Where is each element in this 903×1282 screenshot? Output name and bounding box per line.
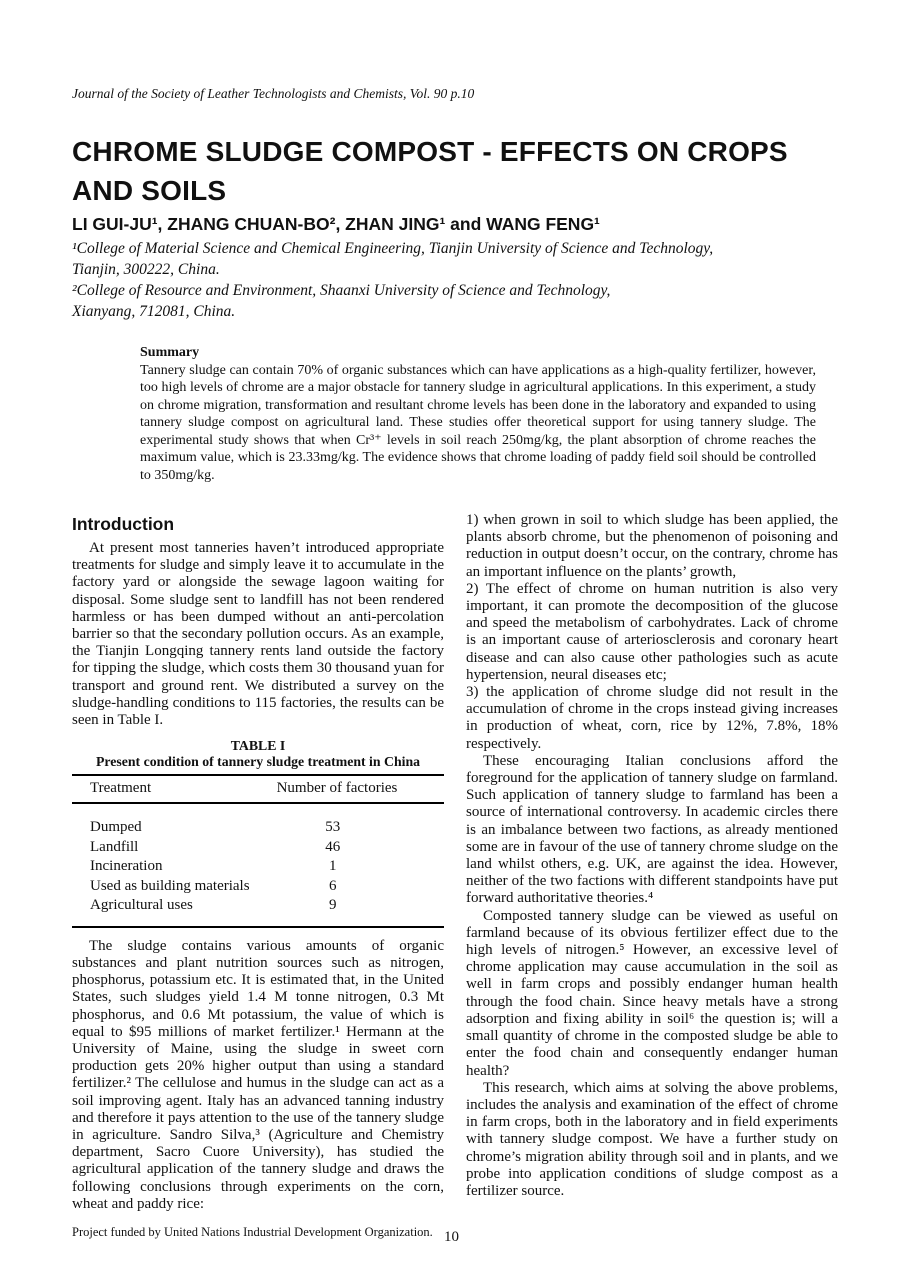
page-number: 10 — [444, 1229, 459, 1245]
table-row — [72, 896, 444, 927]
conclusion-item-1: 1) when grown in soil to which sludge has been applied, the plants absorb chrome, but the phenomenon of poisoning and reduction in output doesn’t occur, on the contrary, chrome has an important influence on the plants’ growth, — [466, 512, 838, 580]
summary-section — [140, 344, 816, 484]
table-row — [72, 857, 444, 877]
two-column-body — [72, 512, 838, 1240]
authors-line: LI GUI-JU¹, ZHANG CHUAN-BO², ZHAN JING¹ and WANG FENG¹ — [72, 214, 600, 234]
table-header-count: Number of factories — [277, 775, 444, 803]
table-1-label: TABLE I — [230, 738, 286, 754]
right-paragraph-6: This research, which aims at solving the above problems, includes the analysis and examination of the effect of chrome in farm crops, both in the laboratory and in field experiments with tannery sludge compost. We have a further study on chrome’s migration ability through soil and in plants, and we probe into application conditions of sludge compost as a fertilizer source. — [466, 1079, 838, 1199]
table-header-treatment: Treatment — [72, 775, 277, 803]
affiliation-line-4: Xianyang, 712081, China. — [72, 303, 236, 320]
table-row — [72, 803, 444, 837]
count-cell: 1 — [329, 858, 337, 875]
left-column — [72, 512, 444, 1240]
table-1-grid — [72, 774, 444, 928]
count-cell: 6 — [329, 877, 337, 894]
intro-paragraph-1: At present most tanneries haven’t introduced appropriate treatments for sludge and simply leave it to accumulate in the factory yard or alongside the sewage lagoon waiting for disposal. Some sludge sent to landfill has not been rendered harmless or has been dumped without an anti-percolation barrier so that the secondary pollution occurs. As an example, the Tianjin Longqing tannery rents land outside the factory for tipping the sludge, which costs them 30 thousand yuan for transport and ground rent. We distributed a survey on the sludge-handling conditions to 115 factories, the results can be seen in Table I. — [72, 540, 444, 729]
funding-footnote: Project funded by United Nations Industrial Development Organization. — [72, 1224, 433, 1239]
count-cell: 53 — [325, 819, 341, 836]
affiliation-line-2: Tianjin, 300222, China. — [72, 261, 220, 278]
table-row — [72, 837, 444, 857]
journal-header-line: Journal of the Society of Leather Technologists and Chemists, Vol. 90 p.10 — [72, 86, 475, 101]
table-row — [72, 876, 444, 896]
treatment-cell: Used as building materials — [90, 877, 250, 894]
treatment-cell: Incineration — [90, 858, 163, 875]
intro-paragraph-2: The sludge contains various amounts of organic substances and plant nutrition sources such as nitrogen, phosphorus, potassium etc. It is estimated that, in the United States, such sludges yield 1.4 M tonne nitrogen, 0.3 Mt phosphorus, and 0.6 Mt potassium, the value of which is equal to $95 millions of market fertilizer.¹ Hermann at the University of Maine, using the sludge in sweet corn production gets 20% higher output than using a standard fertilizer.² The cellulose and humus in the sludge can act as a soil improving agent. Italy has an advanced tanning industry and therefore it pays attention to the use of the tannery sludge in agriculture. Sandro Silva,³ (Agriculture and Chemistry department, Sacro Cuore University), has studied the agricultural application of the tannery sludge and draws the following conclusions through experiments on the corn, wheat and paddy rice: — [72, 937, 444, 1212]
table-1 — [72, 738, 444, 928]
introduction-heading: Introduction — [72, 514, 175, 534]
count-cell: 9 — [329, 897, 337, 914]
affiliation-line-3: ²College of Resource and Environment, Shaanxi University of Science and Technology, — [72, 282, 611, 299]
right-paragraph-4: These encouraging Italian conclusions afford the foreground for the application of tannery sludge on farmland. Such application of tannery sludge to farmland has been a source of international controversy. In academic circles there is an imbalance between two factions, as already mentioned some are in favour of the use of tannery chrome sludge on the land whilst others, e.g. UK, are against the idea. However, neither of the two factions with different standpoints have put forward authoritative theories.⁴ — [466, 752, 838, 907]
conclusion-item-2: 2) The effect of chrome on human nutrition is also very important, it can promote the decomposition of the glucose and speed the metabolism of carbohydrates. Lack of chrome is an important cause of arteriosclerosis and coronary heart disease and can also cause other pathologies such as acute hypertension, neural diseases etc; — [466, 580, 838, 683]
treatment-cell: Dumped — [90, 819, 142, 836]
affiliation-line-1: ¹College of Material Science and Chemical Engineering, Tianjin University of Science and Technology, — [72, 240, 714, 257]
summary-heading: Summary — [140, 345, 200, 360]
treatment-cell: Agricultural uses — [90, 897, 193, 914]
summary-body: Tannery sludge can contain 70% of organic substances which can have applications as a high-quality fertilizer, however, too high levels of chrome are a major obstacle for tannery sludge in agricultural applications. In this experiment, a study on chrome migration, transformation and resultant chrome levels has been done in the laboratory and expanded to using tannery sludge compost on agricultural land. These studies offer theoretical support for using tannery sludge. The experimental study shows that when Cr³⁺ levels in soil reach 250mg/kg, the plant absorption of chrome reaches the maximum value, which is 23.33mg/kg. The evidence shows that chrome loading of paddy field soil should be controlled to 350mg/kg. — [140, 362, 816, 483]
page-title: CHROME SLUDGE COMPOST - EFFECTS ON CROPS AND SOILS — [72, 136, 788, 206]
right-paragraph-5: Composted tannery sludge can be viewed as useful on farmland because of its obvious fertilizer effect due to the high levels of nitrogen.⁵ However, an excessive level of chrome application may cause accumulation in the soil as well in farm crops and possibly endanger human health through the food chain. Since heavy metals have a strong adsorption and fixing ability in soil⁶ the question is; will a small quantity of chrome in the composted sludge be able to enter the food chain and consequently endanger human health? — [466, 907, 838, 1079]
affiliations-block — [72, 238, 838, 322]
table-header-row — [72, 775, 444, 803]
count-cell: 46 — [325, 838, 341, 855]
table-1-caption: Present condition of tannery sludge treatment in China — [95, 754, 421, 770]
right-column — [466, 512, 838, 1240]
treatment-cell: Landfill — [90, 838, 139, 855]
conclusion-item-3: 3) the application of chrome sludge did not result in the accumulation of chrome in the crops instead giving increases in production of wheat, corn, rice by 12%, 7.8%, 18% respectively. — [466, 684, 838, 752]
